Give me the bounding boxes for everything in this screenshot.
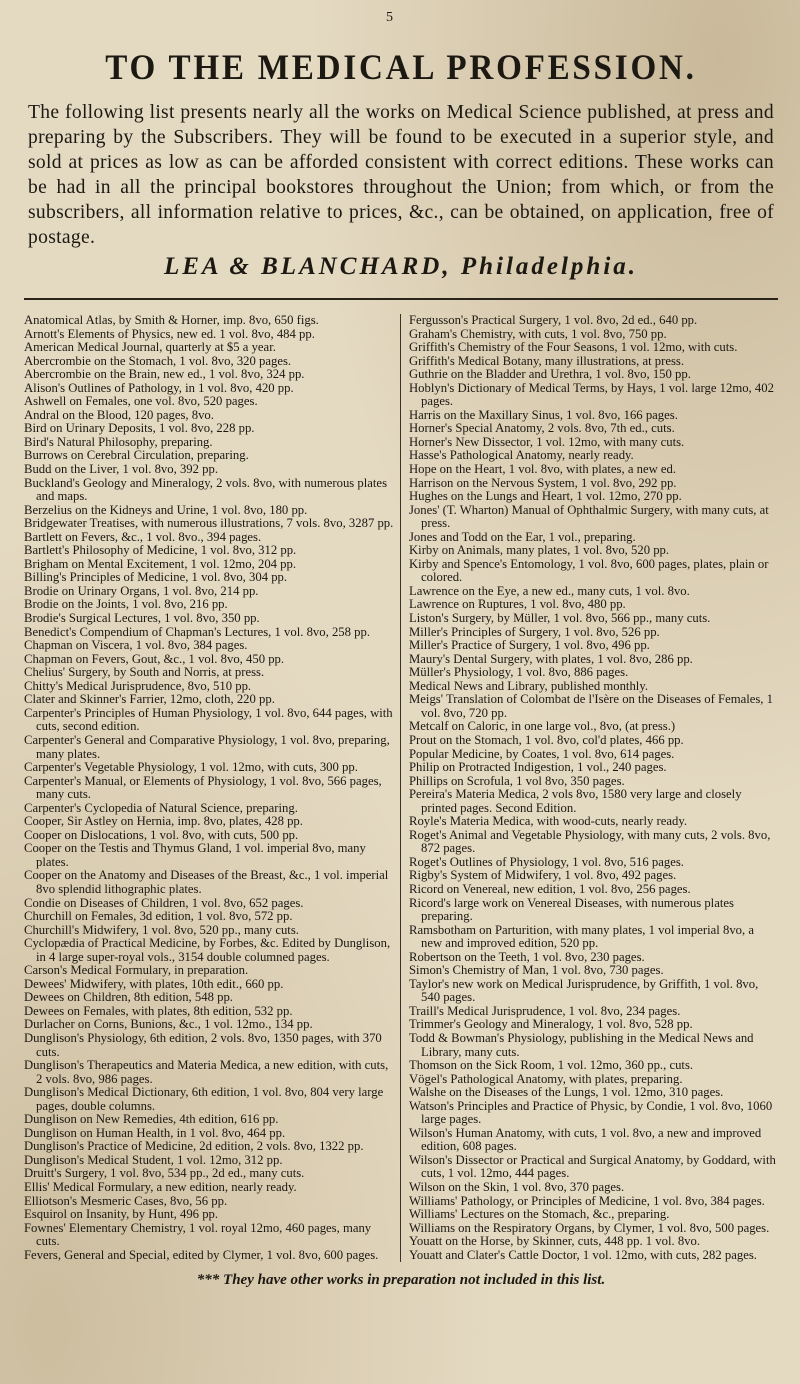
book-entry: Royle's Materia Medica, with wood-cuts, nearly ready.: [409, 814, 688, 829]
book-entry: Griffith's Chemistry of the Four Seasons, 1 vol. 12mo, with cuts.: [409, 340, 738, 355]
book-entry: Bridgewater Treatises, with numerous illustrations, 7 vols. 8vo, 3287 pp.: [24, 516, 394, 531]
book-entry: Popular Medicine, by Coates, 1 vol. 8vo, 614 pages.: [409, 746, 675, 761]
book-entry: Fevers, General and Special, edited by Clymer, 1 vol. 8vo, 600 pages.: [24, 1247, 379, 1262]
book-entry: Harrison on the Nervous System, 1 vol. 8vo, 292 pp.: [409, 475, 677, 490]
book-entry: Elliotson's Mesmeric Cases, 8vo, 56 pp.: [24, 1193, 228, 1208]
publisher-line: LEA & BLANCHARD, Philadelphia.: [163, 253, 639, 280]
book-entry: Esquirol on Insanity, by Hunt, 496 pp.: [24, 1207, 219, 1222]
book-entry: Dunglison on New Remedies, 4th edition, 616 pp.: [24, 1112, 279, 1127]
book-entry: Fownes' Elementary Chemistry, 1 vol. royal 12mo, 460 pages, many cuts.: [24, 1220, 372, 1249]
book-entry: Dunglison's Medical Student, 1 vol. 12mo, 312 pp.: [24, 1152, 283, 1167]
book-entry: Churchill's Midwifery, 1 vol. 8vo, 520 pp., many cuts.: [24, 922, 299, 937]
book-entry: Lawrence on Ruptures, 1 vol. 8vo, 480 pp.: [409, 597, 626, 612]
book-entry: Dewees' Midwifery, with plates, 10th edit., 660 pp.: [24, 976, 284, 991]
book-entry: Hughes on the Lungs and Heart, 1 vol. 12mo, 270 pp.: [409, 489, 682, 504]
book-entry: Fergusson's Practical Surgery, 1 vol. 8vo, 2d ed., 640 pp.: [409, 313, 698, 327]
book-entry: Dewees on Females, with plates, 8th edition, 532 pp.: [24, 1003, 293, 1018]
book-entry: Chapman on Viscera, 1 vol. 8vo, 384 pages.: [24, 638, 248, 653]
book-entry: Phillips on Scrofula, 1 vol 8vo, 350 pages.: [409, 773, 625, 788]
book-entry: Williams' Lectures on the Stomach, &c., preparing.: [409, 1207, 670, 1222]
book-entry: Youatt and Clater's Cattle Doctor, 1 vol. 12mo, with cuts, 282 pages.: [409, 1247, 757, 1262]
book-entry: Philip on Protracted Indigestion, 1 vol., 240 pages.: [409, 760, 667, 775]
book-entry: Dunglison's Medical Dictionary, 6th edition, 1 vol. 8vo, 804 very large pages, double columns.: [24, 1085, 384, 1113]
book-entry: Cooper, Sir Astley on Hernia, imp. 8vo, plates, 428 pp.: [24, 814, 303, 829]
page-heading: TO THE MEDICAL PROFESSION.: [105, 47, 697, 87]
book-entry: Ramsbotham on Parturition, with many plates, 1 vol imperial 8vo, a new and improved edition, 520 pp.: [409, 922, 754, 951]
book-entry: Billing's Principles of Medicine, 1 vol. 8vo, 304 pp.: [24, 570, 288, 585]
book-entry: Carpenter's General and Comparative Physiology, 1 vol. 8vo, preparing, many plates.: [24, 732, 390, 761]
book-entry: Maury's Dental Surgery, with plates, 1 vol. 8vo, 286 pp.: [409, 651, 693, 666]
book-entry: Brodie on the Joints, 1 vol. 8vo, 216 pp.: [24, 597, 228, 612]
book-entry: Burrows on Cerebral Circulation, preparing.: [24, 448, 249, 463]
book-entry: Arnott's Elements of Physics, new ed. 1 vol. 8vo, 484 pp.: [24, 326, 315, 341]
book-entry: Clater and Skinner's Farrier, 12mo, cloth, 220 pp.: [24, 692, 275, 707]
book-entry: Metcalf on Caloric, in one large vol., 8vo, (at press.): [409, 719, 676, 734]
book-entry: Andral on the Blood, 120 pages, 8vo.: [24, 407, 214, 422]
book-entry: Graham's Chemistry, with cuts, 1 vol. 8vo, 750 pp.: [409, 326, 667, 341]
book-entry: Wilson's Human Anatomy, with cuts, 1 vol. 8vo, a new and improved edition, 608 pages.: [409, 1125, 762, 1154]
book-entry: Robertson on the Teeth, 1 vol. 8vo, 230 pages.: [409, 949, 645, 964]
book-entry: Abercrombie on the Brain, new ed., 1 vol. 8vo, 324 pp.: [24, 367, 305, 382]
book-entry: Carpenter's Principles of Human Physiology, 1 vol. 8vo, 644 pages, with cuts, second edition.: [24, 705, 393, 734]
book-entry: Brodie's Surgical Lectures, 1 vol. 8vo, 350 pp.: [24, 611, 260, 626]
book-entry: Meigs' Translation of Colombat de l'Isère on the Diseases of Females, 1 vol. 8vo, 720 pp.: [409, 692, 773, 720]
book-entry: Chitty's Medical Jurisprudence, 8vo, 510 pp.: [24, 678, 252, 693]
book-entry: Berzelius on the Kidneys and Urine, 1 vol. 8vo, 180 pp.: [24, 502, 308, 517]
book-entry: Miller's Principles of Surgery, 1 vol. 8vo, 526 pp.: [409, 624, 660, 639]
book-entry: Ricord on Venereal, new edition, 1 vol. 8vo, 256 pages.: [409, 881, 691, 896]
book-entry: Vögel's Pathological Anatomy, with plates, preparing.: [409, 1071, 683, 1086]
book-entry: Simon's Chemistry of Man, 1 vol. 8vo, 730 pages.: [409, 963, 664, 978]
book-entry: Chelius' Surgery, by South and Norris, at press.: [24, 665, 265, 680]
book-entry: Brodie on Urinary Organs, 1 vol. 8vo, 214 pp.: [24, 583, 259, 598]
book-entry: Chapman on Fevers, Gout, &c., 1 vol. 8vo, 450 pp.: [24, 651, 285, 666]
book-entry: Watson's Principles and Practice of Physic, by Condie, 1 vol. 8vo, 1060 large pages.: [409, 1098, 773, 1127]
book-entry: Cyclopædia of Practical Medicine, by Forbes, &c. Edited by Dunglison, in 4 large super-royal vols., 3154 double columned pages.: [24, 936, 391, 964]
book-entry: Jones and Todd on the Ear, 1 vol., preparing.: [409, 529, 636, 544]
book-entry: Druitt's Surgery, 1 vol. 8vo, 534 pp., 2d ed., many cuts.: [24, 1166, 305, 1181]
book-list: [24, 314, 778, 1262]
book-entry: Williams' Pathology, or Principles of Medicine, 1 vol. 8vo, 384 pages.: [409, 1193, 765, 1208]
book-entry: Carpenter's Cyclopedia of Natural Science, preparing.: [24, 800, 298, 815]
book-entry: Kirby on Animals, many plates, 1 vol. 8vo, 520 pp.: [409, 543, 670, 558]
book-entry: Bird's Natural Philosophy, preparing.: [24, 434, 213, 449]
book-entry: Wilson's Dissector or Practical and Surgical Anatomy, by Goddard, with cuts, 1 vol. 12mo, 444 pages.: [409, 1152, 776, 1181]
book-entry: Traill's Medical Jurisprudence, 1 vol. 8vo, 234 pages.: [409, 1003, 681, 1018]
book-entry: Youatt on the Horse, by Skinner, cuts, 448 pp. 1 vol. 8vo.: [409, 1234, 701, 1249]
book-entry: Dunglison on Human Health, in 1 vol. 8vo, 464 pp.: [24, 1125, 286, 1140]
book-entry: Bird on Urinary Deposits, 1 vol. 8vo, 228 pp.: [24, 421, 255, 436]
book-entry: Carson's Medical Formulary, in preparation.: [24, 963, 249, 978]
book-entry: Trimmer's Geology and Mineralogy, 1 vol. 8vo, 528 pp.: [409, 1017, 693, 1032]
book-entry: Horner's Special Anatomy, 2 vols. 8vo, 7th ed., cuts.: [409, 421, 675, 436]
book-entry: Guthrie on the Bladder and Urethra, 1 vol. 8vo, 150 pp.: [409, 367, 691, 382]
book-entry: Dunglison's Practice of Medicine, 2d edition, 2 vols. 8vo, 1322 pp.: [24, 1139, 364, 1154]
book-entry: Pereira's Materia Medica, 2 vols 8vo, 1580 very large and closely printed pages. Second Edition.: [409, 787, 742, 815]
book-entry: Medical News and Library, published monthly.: [409, 678, 649, 693]
book-entry: Hoblyn's Dictionary of Medical Terms, by Hays, 1 vol. large 12mo, 402 pages.: [409, 380, 774, 409]
book-entry: Anatomical Atlas, by Smith & Horner, imp. 8vo, 650 figs.: [24, 313, 319, 327]
book-entry: Liston's Surgery, by Müller, 1 vol. 8vo, 566 pp., many cuts.: [409, 611, 711, 626]
book-entry: Dunglison's Therapeutics and Materia Medica, a new edition, with cuts, 2 vols. 8vo, 986 pages.: [24, 1058, 389, 1086]
book-entry: Hasse's Pathological Anatomy, nearly ready.: [409, 448, 634, 463]
book-entry: Bartlett on Fevers, &c., 1 vol. 8vo., 394 pages.: [24, 529, 262, 544]
book-entry: Wilson on the Skin, 1 vol. 8vo, 370 pages.: [409, 1180, 625, 1194]
book-entry: Budd on the Liver, 1 vol. 8vo, 392 pp.: [24, 462, 219, 477]
book-entry: Taylor's new work on Medical Jurisprudence, by Griffith, 1 vol. 8vo, 540 pages.: [409, 976, 759, 1005]
book-entry: Buckland's Geology and Mineralogy, 2 vols. 8vo, with numerous plates and maps.: [24, 475, 388, 504]
book-entry: Roget's Outlines of Physiology, 1 vol. 8vo, 516 pages.: [409, 854, 684, 869]
book-entry: Kirby and Spence's Entomology, 1 vol. 8vo, 600 pages, plates, plain or colored.: [409, 556, 769, 585]
book-entry: Walshe on the Diseases of the Lungs, 1 vol. 12mo, 310 pages.: [409, 1085, 724, 1100]
book-entry: Alison's Outlines of Pathology, in 1 vol. 8vo, 420 pp.: [24, 380, 294, 395]
book-entry: Miller's Practice of Surgery, 1 vol. 8vo, 496 pp.: [409, 638, 650, 653]
left-column: [24, 314, 401, 1262]
book-entry: Müller's Physiology, 1 vol. 8vo, 886 pages.: [409, 665, 629, 680]
divider-rule: [24, 298, 778, 300]
book-entry: Condie on Diseases of Children, 1 vol. 8vo, 652 pages.: [24, 895, 304, 910]
book-entry: Williams on the Respiratory Organs, by Clymer, 1 vol. 8vo, 500 pages.: [409, 1220, 770, 1235]
book-entry: American Medical Journal, quarterly at $5 a year.: [24, 340, 276, 355]
book-entry: Jones' (T. Wharton) Manual of Ophthalmic Surgery, with many cuts, at press.: [409, 502, 769, 531]
book-entry: Roget's Animal and Vegetable Physiology, with many cuts, 2 vols. 8vo, 872 pages.: [409, 827, 771, 856]
book-entry: Ricord's large work on Venereal Diseases, with numerous plates preparing.: [409, 895, 734, 924]
book-entry: Horner's New Dissector, 1 vol. 12mo, with many cuts.: [409, 434, 685, 449]
book-entry: Cooper on Dislocations, 1 vol. 8vo, with cuts, 500 pp.: [24, 827, 299, 842]
book-entry: Thomson on the Sick Room, 1 vol. 12mo, 360 pp., cuts.: [409, 1058, 694, 1073]
intro-paragraph: The following list presents nearly all the works on Medical Science published, at press and preparing by the Subscribers. They will be found to be executed in a superior style, and sold at prices as low as can be afforded consistent with correct editions. These works can be had in all the principal bookstores throughout the Union; from which, or from the subscribers, all information relative to prices, &c., can be obtained, on application, free of postage.: [28, 102, 774, 248]
book-entry: Benedict's Compendium of Chapman's Lectures, 1 vol. 8vo, 258 pp.: [24, 624, 371, 639]
book-entry: Prout on the Stomach, 1 vol. 8vo, col'd plates, 466 pp.: [409, 732, 684, 747]
book-entry: Churchill on Females, 3d edition, 1 vol. 8vo, 572 pp.: [24, 909, 293, 924]
book-entry: Rigby's System of Midwifery, 1 vol. 8vo, 492 pages.: [409, 868, 677, 883]
book-entry: Dunglison's Physiology, 6th edition, 2 vols. 8vo, 1350 pages, with 370 cuts.: [24, 1030, 382, 1059]
book-entry: Cooper on the Anatomy and Diseases of the Breast, &c., 1 vol. imperial 8vo splendid lithographic plates.: [24, 868, 389, 896]
book-entry: Lawrence on the Eye, a new ed., many cuts, 1 vol. 8vo.: [409, 583, 690, 598]
book-entry: Brigham on Mental Excitement, 1 vol. 12mo, 204 pp.: [24, 556, 297, 571]
book-entry: Carpenter's Manual, or Elements of Physiology, 1 vol. 8vo, 566 pages, many cuts.: [24, 773, 382, 802]
book-entry: Hope on the Heart, 1 vol. 8vo, with plates, a new ed.: [409, 462, 677, 477]
book-entry: Abercrombie on the Stomach, 1 vol. 8vo, 320 pages.: [24, 353, 292, 368]
book-entry: Dewees on Children, 8th edition, 548 pp.: [24, 990, 233, 1005]
book-entry: Griffith's Medical Botany, many illustrations, at press.: [409, 353, 685, 368]
footer-note: *** They have other works in preparation not included in this list.: [196, 1272, 606, 1289]
book-entry: Ellis' Medical Formulary, a new edition, nearly ready.: [24, 1180, 297, 1194]
book-entry: Bartlett's Philosophy of Medicine, 1 vol. 8vo, 312 pp.: [24, 543, 297, 558]
book-entry: Cooper on the Testis and Thymus Gland, 1 vol. imperial 8vo, many plates.: [24, 841, 366, 869]
book-entry: Carpenter's Vegetable Physiology, 1 vol. 12mo, with cuts, 300 pp.: [24, 760, 358, 775]
book-entry: Durlacher on Corns, Bunions, &c., 1 vol. 12mo., 134 pp.: [24, 1017, 313, 1032]
right-column: [401, 314, 778, 1262]
book-entry: Harris on the Maxillary Sinus, 1 vol. 8vo, 166 pages.: [409, 407, 678, 422]
page-number: 5: [386, 10, 393, 25]
book-entry: Ashwell on Females, one vol. 8vo, 520 pages.: [24, 394, 258, 409]
book-entry: Todd & Bowman's Physiology, publishing in the Medical News and Library, many cuts.: [409, 1030, 754, 1059]
